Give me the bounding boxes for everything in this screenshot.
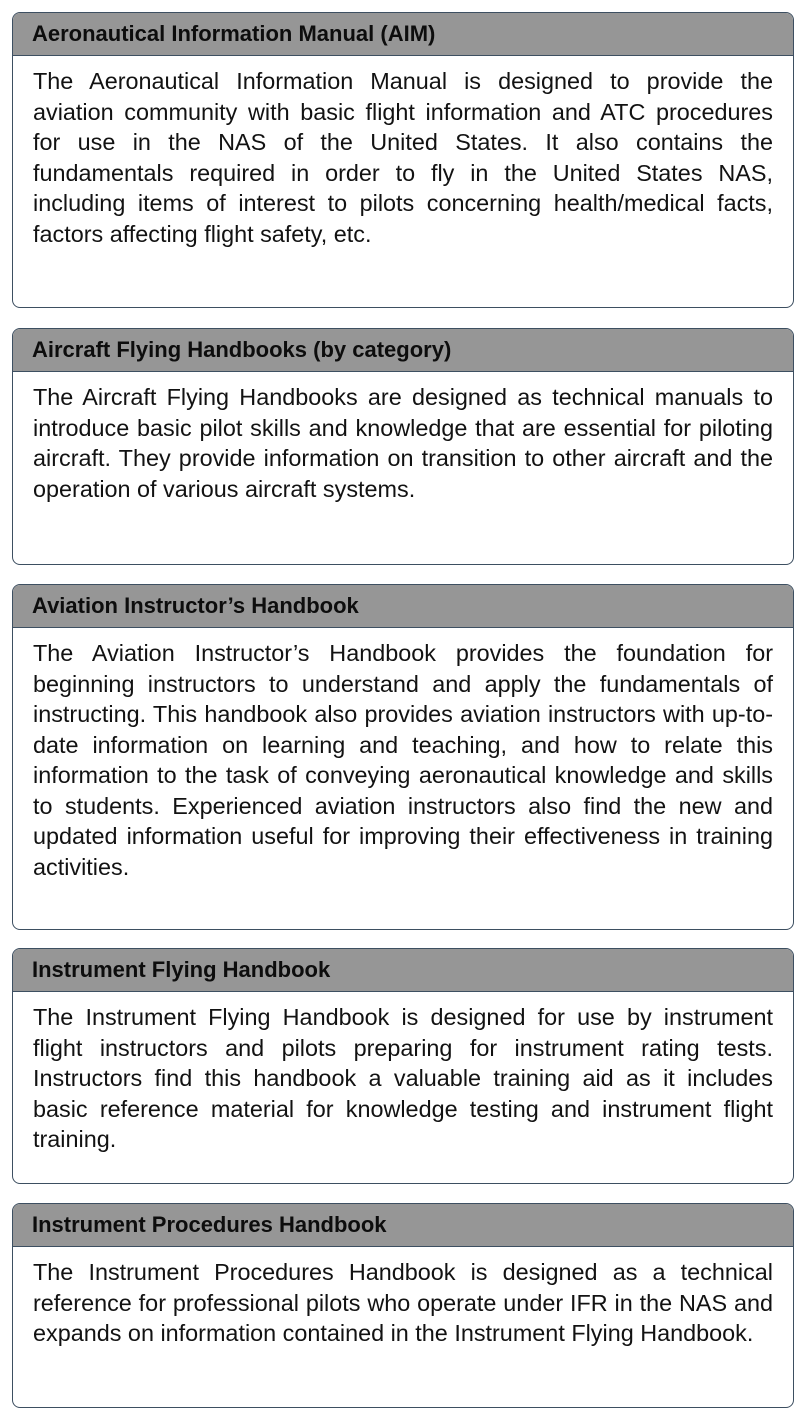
section-card-aviation-instructors-handbook [12,584,794,930]
section-description: The Aeronautical Information Manual is designed to provide the aviation community with basic flight information and ATC procedures for use in the NAS of the United States. It also contains the fundamentals required in order to fly in the United States NAS, including items of interest to pilots concerning health/medical facts, factors affecting flight safety, etc. [33,68,773,247]
section-description: The Instrument Flying Handbook is designed for use by instrument flight instructors and pilots preparing for instrument rating tests. Instructors find this handbook a valuable training aid as it includes basic reference material for knowledge testing and instrument flight training. [33,1004,773,1152]
section-card-instrument-flying-handbook [12,948,794,1184]
section-description: The Aircraft Flying Handbooks are designed as technical manuals to introduce basic pilot skills and knowledge that are essential for piloting aircraft. They provide information on transition to other aircraft and the operation of various aircraft systems. [33,384,773,502]
section-title: Aviation Instructor’s Handbook [13,585,793,628]
section-card-instrument-procedures-handbook [12,1203,794,1408]
section-title: Aeronautical Information Manual (AIM) [13,13,793,56]
section-title: Instrument Procedures Handbook [13,1204,793,1247]
section-card-aircraft-flying-handbooks [12,328,794,565]
section-title: Instrument Flying Handbook [13,949,793,992]
section-card-aim [12,12,794,308]
section-description: The Instrument Procedures Handbook is designed as a technical reference for professional pilots who operate under IFR in the NAS and expands on information contained in the Instrument Flying Handbook. [33,1259,773,1346]
section-title: Aircraft Flying Handbooks (by category) [13,329,793,372]
section-description: The Aviation Instructor’s Handbook provides the foundation for beginning instructors to understand and apply the fundamentals of instructing. This handbook also provides aviation instructors with up-to-date information on learning and teaching, and how to relate this information to the task of conveying aeronautical knowledge and skills to students. Experienced aviation instructors also find the new and updated information useful for improving their effectiveness in training activities. [33,640,773,880]
